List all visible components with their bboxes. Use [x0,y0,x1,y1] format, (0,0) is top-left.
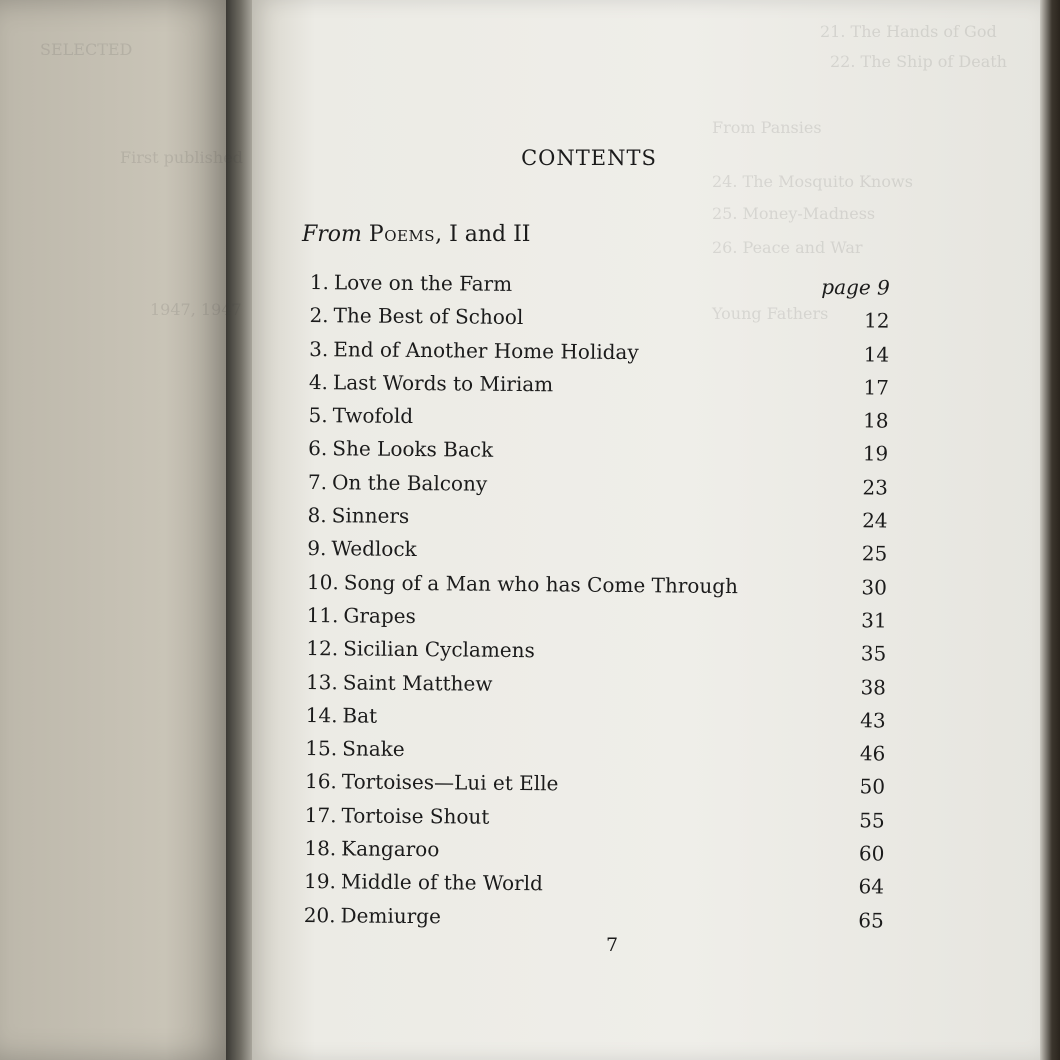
toc-entry-number: 5. [308,403,328,428]
toc-entry-number: 16. [304,769,337,794]
toc-entry [304,865,884,904]
toc-entry [306,632,886,671]
toc-entry [307,566,887,605]
toc-entry [308,399,888,438]
page-number: 7 [606,934,619,956]
toc-entry [310,266,890,305]
show-through-line: 26. Peace and War [712,238,863,257]
toc-entry-page: 24 [862,508,888,533]
toc-entry-page: 25 [861,541,888,566]
toc-entry-number: 19. [303,869,337,894]
toc-entry-page: 35 [860,641,887,666]
toc-entry-title: Wedlock [331,536,417,562]
toc-entry-title: On the Balcony [331,470,488,496]
toc-entry-number: 18. [304,836,337,861]
show-through-line: 21. The Hands of God [820,22,997,41]
toc-entry-title: Sicilian Cyclamens [343,636,535,663]
toc-entry-title: Snake [342,736,405,762]
toc-entry-page: 46 [859,741,886,766]
toc-entry-title: Tortoise Shout [341,803,490,829]
toc-entry-title: Demiurge [340,902,442,928]
toc-entry-page: 30 [861,574,888,600]
toc-entry-number: 6. [308,436,328,461]
toc-entry-page: 23 [862,475,889,500]
toc-entry [305,732,885,771]
toc-entry-number: 11. [306,602,339,628]
toc-entry-title: End of Another Home Holiday [333,336,639,364]
toc-entry-page: 38 [860,674,887,700]
toc-entry [304,832,884,871]
toc-entry-page: page 9 [821,274,890,300]
toc-entry-page: 60 [858,841,885,866]
toc-entry-page: 17 [863,375,889,400]
toc-entry [304,899,884,938]
toc-entry-page: 14 [863,341,890,367]
toc-entry-number: 13. [305,669,338,694]
toc-entry [309,299,889,338]
toc-entry-number: 2. [309,303,329,328]
toc-entry-page: 55 [859,808,885,833]
section-title: Poems [368,222,436,247]
toc-entry-page: 64 [858,874,885,899]
toc-entry-number: 15. [305,736,338,761]
toc-entry-title: Song of a Man who has Come Through [343,570,739,598]
toc-entry-number: 8. [307,503,327,528]
toc-entry [307,499,887,538]
toc-entry-title: Tortoises—Lui et Elle [341,769,559,796]
toc-entry-page: 12 [863,308,890,333]
toc-entry [305,799,885,838]
show-through-line: 22. The Ship of Death [830,52,1007,71]
toc-entry-number: 9. [307,536,327,561]
toc-entry-title: Love on the Farm [333,270,513,296]
section-suffix: , I and II [435,222,531,247]
toc-entry-title: Bat [342,703,378,728]
toc-entry-number: 4. [308,369,329,395]
show-through-line: SELECTED [40,40,133,59]
toc-entry-title: Sinners [331,503,410,529]
toc-entry [306,599,886,638]
section-heading [302,222,531,247]
toc-entry-page: 43 [860,708,886,733]
toc-entry-number: 1. [309,269,330,295]
toc-entry-title: Kangaroo [341,836,440,862]
contents-heading-text: CONTENTS [521,146,657,170]
toc-entry-page: 65 [858,907,884,933]
toc-entry [308,466,888,505]
toc-entry-page: 50 [859,774,886,799]
toc-entry-number: 10. [306,569,339,594]
toc-entry-number: 14. [305,702,338,728]
show-through-line: First published [120,148,243,167]
toc-entry-number: 12. [306,636,339,661]
show-through-line: From Pansies [712,118,822,137]
toc-entry-title: She Looks Back [332,436,494,463]
show-through-line: 24. The Mosquito Knows [712,172,913,191]
toc-entry [306,699,886,738]
toc-entry-page: 18 [862,408,889,433]
toc-entry [305,765,885,804]
toc-entry-title: Last Words to Miriam [332,370,554,397]
toc-entry-page: 31 [861,608,887,633]
show-through-line: 25. Money-Madness [712,204,876,223]
toc-entry-number: 7. [307,469,328,494]
section-prefix: From [302,222,362,247]
toc-entry-page: 19 [862,441,889,467]
toc-entry [306,666,886,705]
toc-entry-title: The Best of School [333,303,524,330]
toc-entry-number: 20. [303,902,336,927]
show-through-line: Young Fathers [712,304,829,323]
toc-entry [308,432,888,471]
toc-entry-number: 3. [309,336,329,361]
toc-entry-number: 17. [304,802,337,828]
toc-entry-title: Saint Matthew [342,669,493,696]
toc-entry [309,333,889,372]
toc-entry-title: Middle of the World [340,869,543,896]
toc-entry-title: Grapes [343,603,416,629]
table-of-contents [304,266,890,937]
toc-entry [309,366,889,405]
show-through-line: 1947, 1947 [150,300,242,319]
toc-entry-title: Twofold [332,403,414,429]
toc-entry [307,532,887,571]
contents-heading [0,146,1060,170]
